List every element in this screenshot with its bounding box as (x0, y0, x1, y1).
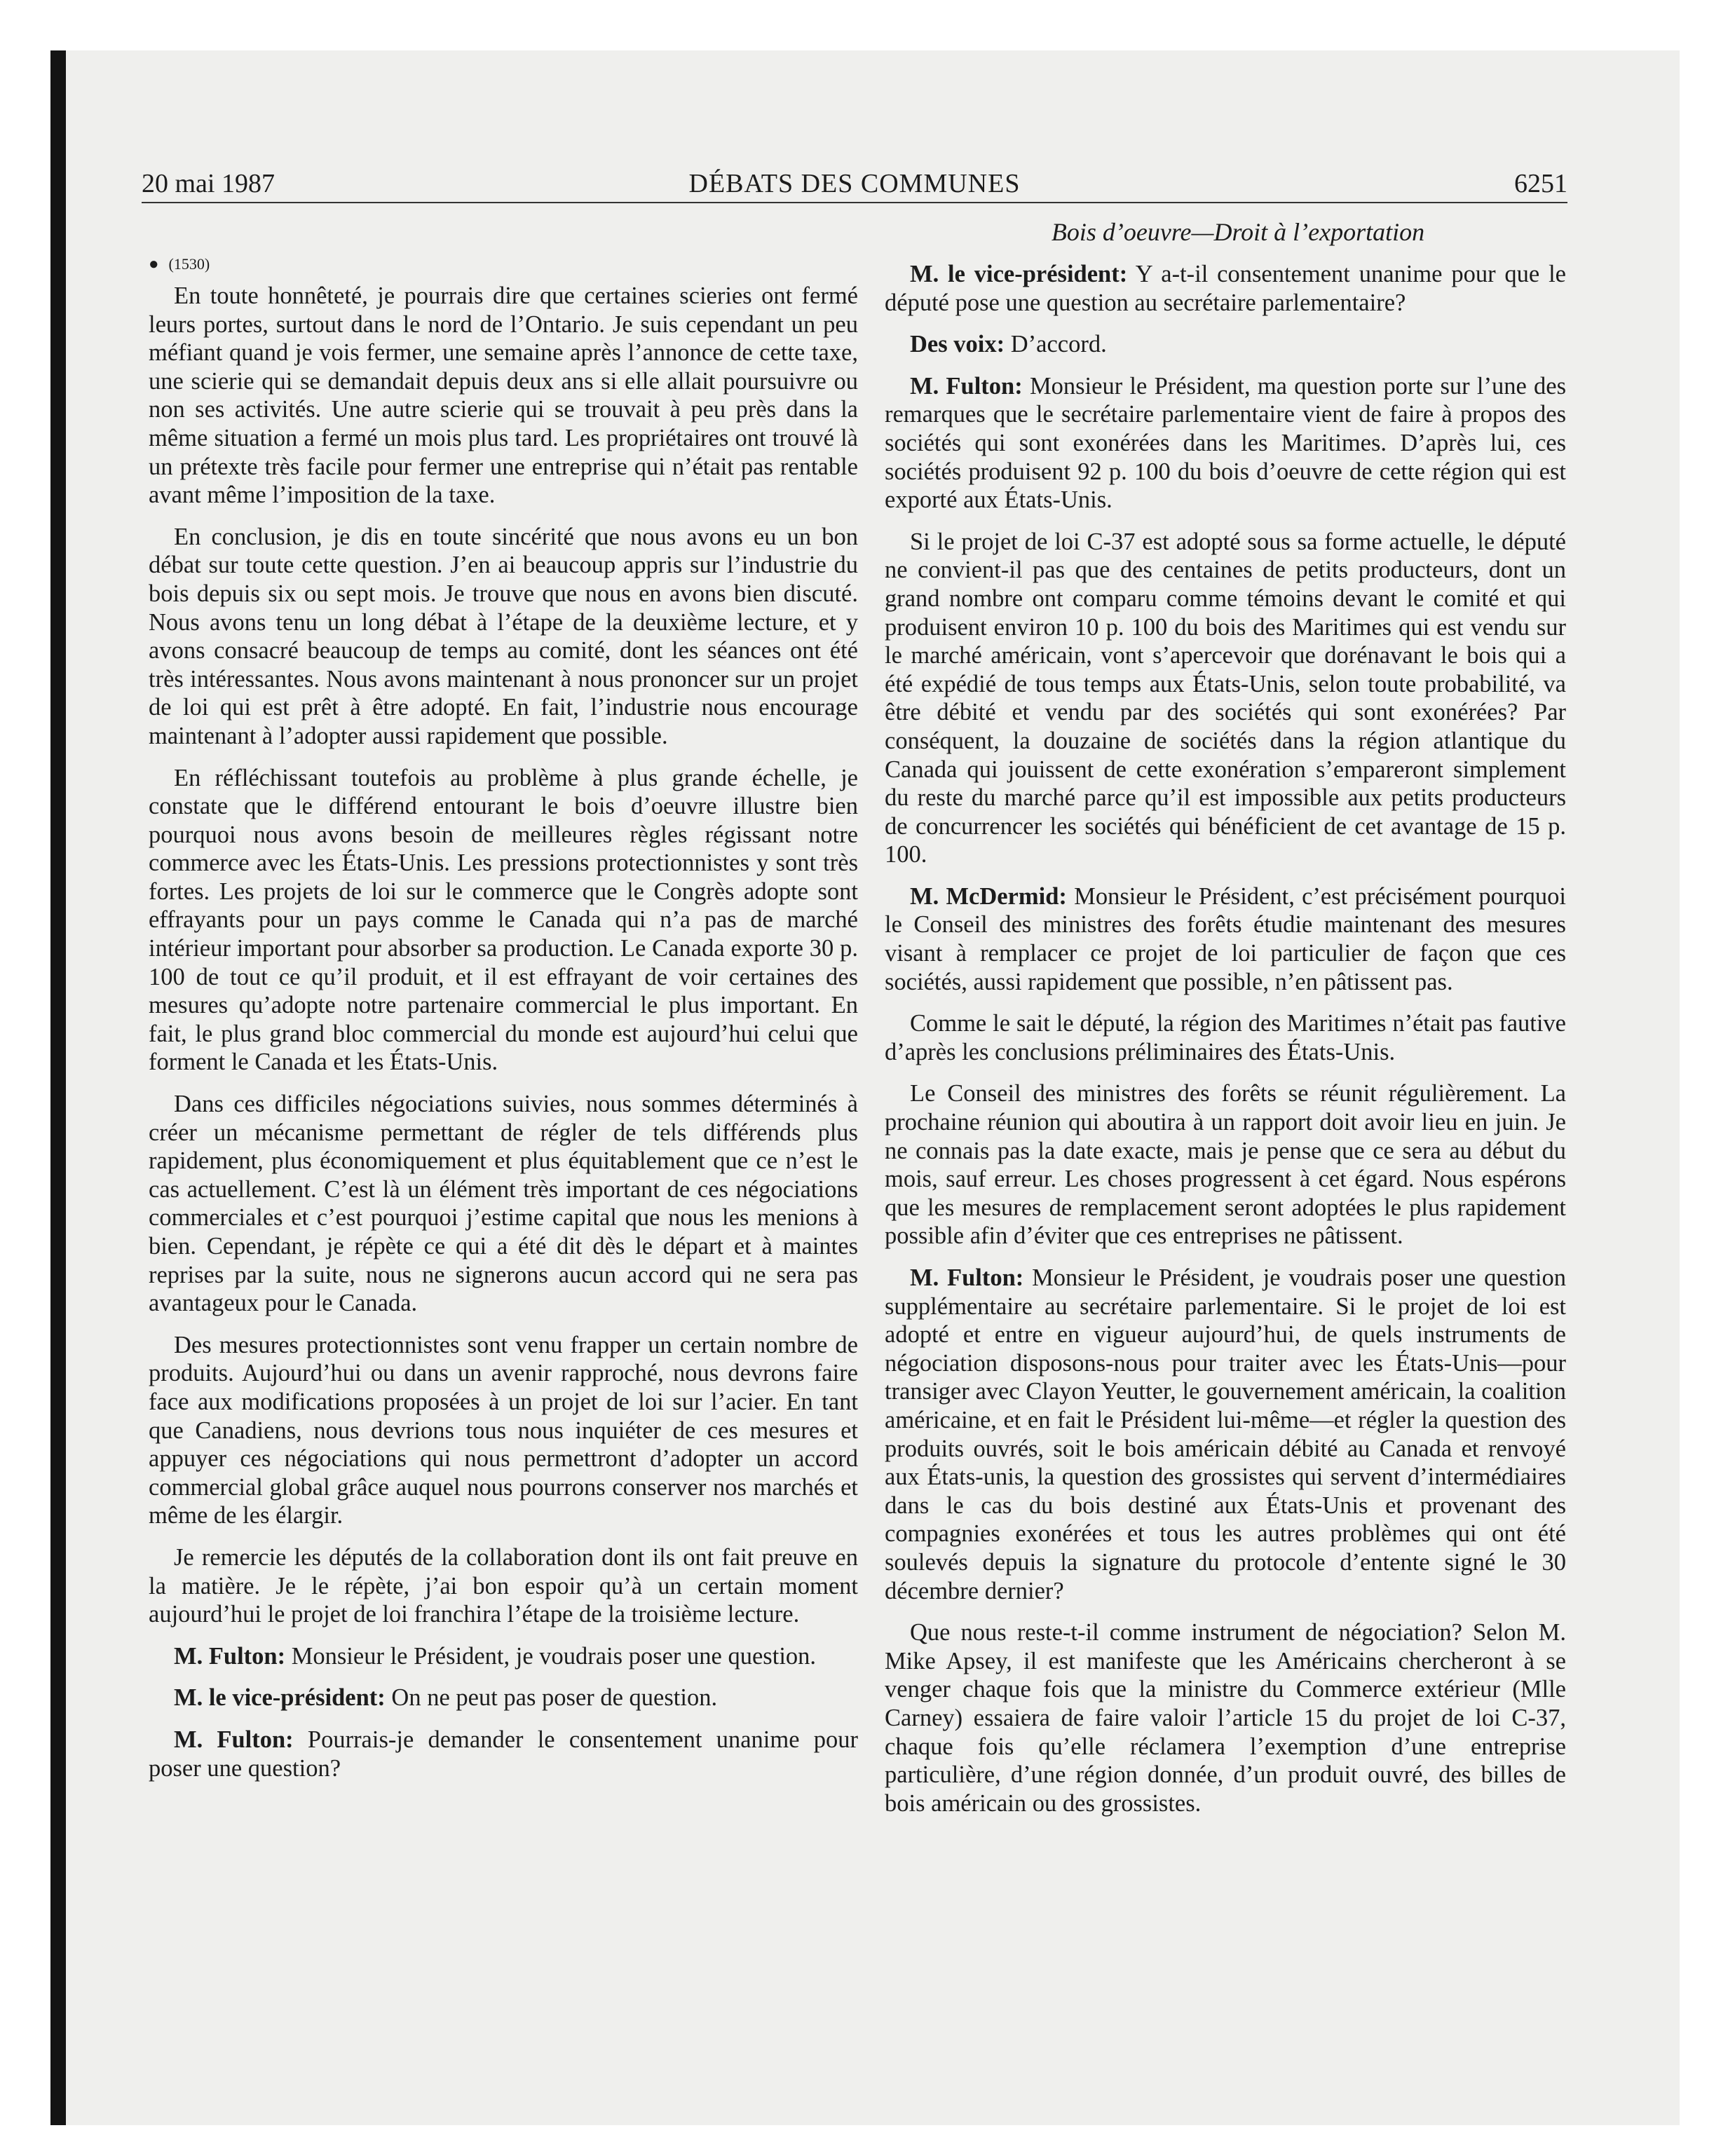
speaker-name: M. McDermid: (910, 882, 1067, 910)
paragraph-text: Y a-t-il consentement unanime pour que le député pose une question au secrétaire parlementaire? (885, 261, 1566, 316)
paragraph-text: Monsieur le Président, ma question porte sur l’une des remarques que le secrétaire parlementaire vient de faire à propos des sociétés qui sont exonérées dans les Maritimes. D’après lui, ces sociétés produisent 92 p. 100 du bois d’oeuvre de cette région qui est exporté aux États-Unis. (885, 372, 1567, 514)
paragraph (885, 372, 1566, 514)
paragraph-text: Dans ces difficiles négociations suivies, nous sommes déterminés à créer un mécanisme permettant de régler de tels différends plus rapidement, plus économiquement et plus équitablement que ce n’est le cas actuellement. C’est là un élément très important de ces négociations commerciales et c’est pourquoi j’estime capital que nous les menions à bien. Cependant, je répète ce qui a été dit dès le départ et à maintes reprises par la suite, nous ne signerons aucun accord qui ne sera pas avantageux pour le Canada. (149, 1091, 858, 1317)
right-column (885, 217, 1566, 1831)
paragraph-text: D’accord. (1010, 331, 1107, 358)
header-date: 20 mai 1987 (142, 169, 275, 198)
time-marker-label: (1530) (168, 255, 210, 273)
right-column-paragraphs (885, 260, 1566, 1817)
speaker-name: M. le vice-président: (174, 1684, 386, 1712)
running-header (142, 165, 1567, 203)
subject-heading: Bois d’oeuvre—Droit à l’exportation (1051, 218, 1425, 246)
paragraph-text: Si le projet de loi C-37 est adopté sous sa forme actuelle, le député ne convient-il pas que des centaines de petits producteurs, dont un grand nombre ont comparu comme témoins devant le comité et qui produisent environ 10 p. 100 du bois des Maritimes qui est vendu sur le marché américain, vont s’apercevoir que dorénavant le bois qui a été expédié de tous temps aux États-Unis, selon toute probabilité, va être débité et vendu par des sociétés qui sont exonérées? Par conséquent, la douzaine de sociétés dans la région atlantique du Canada qui jouissent de cette exonération s’empareront simplement du reste du marché parce qu’il est impossible aux petits producteurs de concurrencer les sociétés qui bénéficient de cet avantage de 15 p. 100. (885, 528, 1566, 868)
paragraph (149, 1642, 858, 1671)
paragraph (885, 260, 1566, 317)
binding-edge (50, 50, 66, 2125)
paragraph (885, 528, 1566, 869)
paragraph (149, 1543, 858, 1629)
paragraph (885, 1079, 1566, 1250)
speaker-name: M. Fulton: (910, 372, 1023, 400)
paragraph (149, 523, 858, 751)
paragraph-text: En conclusion, je dis en toute sincérité que nous avons eu un bon débat sur toute cette question. J’en ai beaucoup appris sur l’industrie du bois depuis six ou sept mois. Je trouve que nous en avons bien discuté. Nous avons tenu un long débat à l’étape de la deuxième lecture, et y avons consacré beaucoup de temps au comité, dont les séances ont été très intéressantes. Nous avons maintenant à nous prononcer sur un projet de loi qui est prêt à être adopté. En fait, l’industrie nous encourage maintenant à l’adopter aussi rapidement que possible. (149, 523, 858, 749)
paragraph-text: On ne peut pas poser de question. (391, 1684, 718, 1712)
paragraph-text: Monsieur le Président, je voudrais poser une question. (291, 1642, 817, 1670)
paragraph-text: Comme le sait le député, la région des Maritimes n’était pas fautive d’après les conclusions préliminaires des États-Unis. (885, 1010, 1566, 1065)
speaker-name: M. le vice-président: (910, 261, 1128, 287)
left-column (149, 254, 858, 1796)
paragraph (885, 882, 1566, 996)
left-column-paragraphs (149, 282, 858, 1782)
paragraph (885, 1264, 1566, 1605)
paragraph-text: Des mesures protectionnistes sont venu frapper un certain nombre de produits. Aujourd’hui ou dans un avenir rapproché, nous devrons faire face aux modifications proposées à un projet de loi sur l’acier. En tant que Canadiens, nous devrions tous nous inquiéter de ces mesures et appuyer ces négociations qui nous permettront d’adopter un accord commercial global grâce auquel nous pourrons conserver nos marchés et même de les élargir. (149, 1331, 858, 1529)
paragraph-text: En réfléchissant toutefois au problème à plus grande échelle, je constate que le différend entourant le bois d’oeuvre illustre bien pourquoi nous avons besoin de meilleures règles régissant notre commerce avec les États-Unis. Les pressions protectionnistes y sont très fortes. Les projets de loi sur le commerce que le Congrès adopte sont effrayants pour un pays comme le Canada qui n’a pas de marché intérieur important pour absorber sa production. Le Canada exporte 30 p. 100 de tout ce qu’il produit, et il est effrayant de voir certaines des mesures qu’adopte notre partenaire commercial le plus important. En fait, le plus grand bloc commercial du monde est aujourd’hui celui que forment le Canada et les États-Unis. (149, 764, 858, 1076)
paragraph-text: En toute honnêteté, je pourrais dire que certaines scieries ont fermé leurs portes, surtout dans le nord de l’Ontario. Je suis cependant un peu méfiant quand je vois fermer, une semaine après l’annonce de cette taxe, une scierie qui se demandait depuis deux ans si elle allait poursuivre ou non ses activités. Une autre scierie qui se trouvait à peu près dans la même situation a fermé un mois plus tard. Les propriétaires ont trouvé là un prétexte très facile pour fermer une entreprise qui n’était pas rentable avant même l’imposition de la taxe. (149, 282, 858, 509)
paragraph (149, 764, 858, 1077)
paragraph-text: Monsieur le Président, je voudrais poser une question supplémentaire au secrétaire parlementaire. Si le projet de loi est adopté et entre en vigueur aujourd’hui, de quels instruments de négociation disposons-nous pour traiter avec les États-Unis—pour transiger avec Clayon Yeutter, le gouvernement américain, la coalition américaine, et en fait le Président lui-même—et régler la question des produits ouvrés, soit le bois américain débité au Canada et renvoyé aux États-unis, la question des grossistes qui servent d’intermédiaires dans le cas du bois destiné aux États-Unis et provenant des compagnies exonérées et tous les autres problèmes qui ont été soulevés depuis la signature du protocole d’entente signé le 30 décembre dernier? (885, 1264, 1567, 1604)
paragraph-text: Que nous reste-t-il comme instrument de négociation? Selon M. Mike Apsey, il est manifeste que les Américains chercheront à se venger chaque fois que la ministre du Commerce extérieur (Mlle Carney) essaiera de faire valoir l’article 15 du projet de loi C-37, chaque fois qu’elle réclamera l’exemption d’une entreprise particulière, d’une région donnée, d’un produit ouvré, des billes de bois américain ou des grossistes. (885, 1619, 1566, 1817)
paragraph-text: Je remercie les députés de la collaboration dont ils ont fait preuve en la matière. Je le répète, j’ai bon espoir qu’à un certain moment aujourd’hui le projet de loi franchira l’étape de la troisième lecture. (149, 1543, 858, 1628)
paragraph (149, 1331, 858, 1530)
paragraph (885, 1618, 1566, 1817)
header-page-number: 6251 (1514, 169, 1567, 198)
paragraph-text: Pourrais-je demander le consentement unanime pour poser une question? (149, 1726, 858, 1782)
paragraph (149, 1090, 858, 1318)
speaker-name: M. Fulton: (174, 1642, 286, 1670)
bullet-icon: ● (149, 255, 159, 273)
paragraph-text: Le Conseil des ministres des forêts se réunit régulièrement. La prochaine réunion qui aboutira à un rapport doit avoir lieu en juin. Je ne connais pas la date exacte, mais je pense que ce sera au début du mois, sauf erreur. Les choses progressent à cet égard. Nous espérons que les mesures de remplacement seront adoptées le plus rapidement possible afin d’éviter que ces entreprises ne pâtissent. (885, 1080, 1566, 1250)
speaker-name: M. Fulton: (910, 1264, 1024, 1291)
speaker-name: M. Fulton: (174, 1726, 294, 1753)
paragraph (149, 1726, 858, 1782)
paragraph-text: Monsieur le Président, c’est précisément pourquoi le Conseil des ministres des forêts étudie maintenant des mesures visant à remplacer ce projet de loi particulier de façon que ces sociétés, aussi rapidement que possible, n’en pâtissent pas. (885, 882, 1566, 995)
paragraph (885, 330, 1566, 359)
paragraph (149, 282, 858, 510)
time-marker (149, 254, 858, 275)
header-title: DÉBATS DES COMMUNES (688, 169, 1021, 198)
paragraph (885, 1009, 1566, 1066)
paragraph (149, 1684, 858, 1712)
speaker-name: Des voix: (910, 331, 1005, 358)
